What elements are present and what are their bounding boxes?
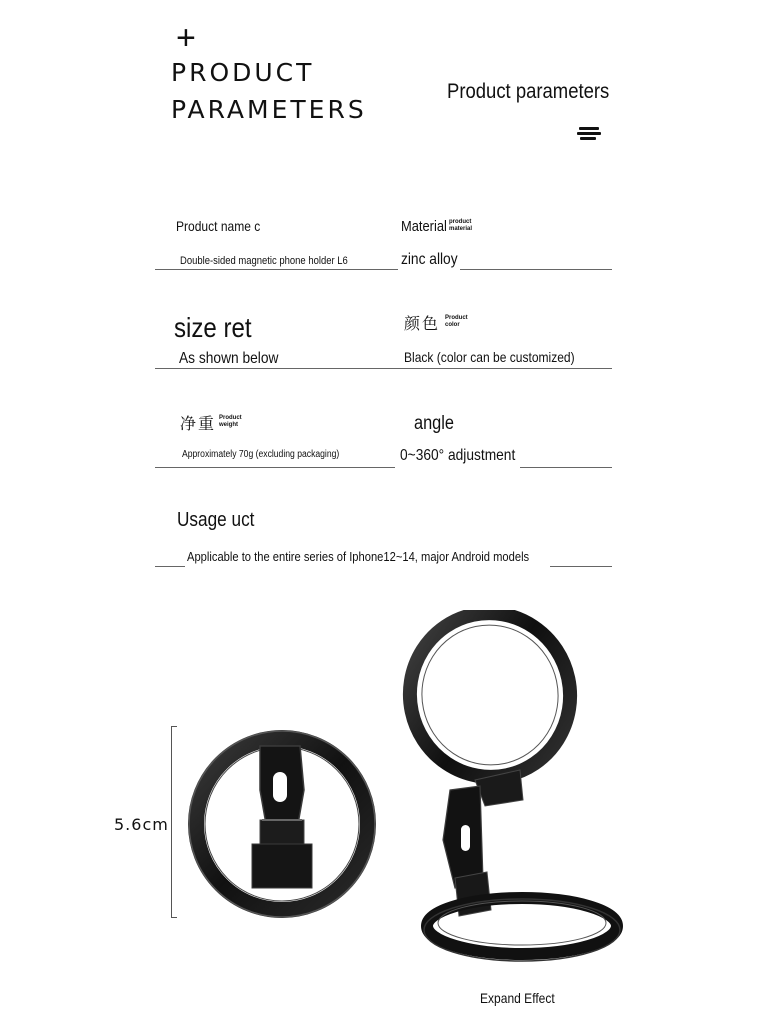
dimension-line <box>171 726 172 918</box>
size-value: As shown below <box>179 350 279 367</box>
angle-value: 0~360° adjustment <box>400 447 516 464</box>
angle-label: angle <box>414 413 454 434</box>
plus-icon: + <box>176 19 196 57</box>
color-tag: Product color <box>445 315 468 328</box>
side-title: Product parameters <box>447 80 610 103</box>
weight-label: 净重 <box>180 414 217 433</box>
expanded-holder-image <box>395 610 630 970</box>
heading-parameters: PARAMETERS <box>171 95 367 124</box>
material-value: zinc alloy <box>401 251 458 268</box>
material-label: Material <box>401 218 447 235</box>
dimension-tick-bottom <box>171 917 177 918</box>
color-value: Black (color can be customized) <box>404 349 575 365</box>
rule-size-color <box>155 368 612 369</box>
material-tag: product material <box>449 219 473 232</box>
weight-tag: Product weight <box>219 415 242 428</box>
expand-effect-caption: Expand Effect <box>480 990 555 1006</box>
weight-value: Approximately 70g (excluding packaging) <box>182 449 340 460</box>
rule-name <box>155 269 398 270</box>
color-label: 颜色 <box>404 314 441 333</box>
usage-label: Usage uct <box>177 509 255 531</box>
folded-holder-image <box>180 720 390 930</box>
rule-weight <box>155 467 395 468</box>
dimension-label: 5.6cm <box>114 815 169 834</box>
usage-value: Applicable to the entire series of Iphone12~14, major Android models <box>187 549 530 564</box>
heading-product: PRODUCT <box>171 58 315 87</box>
rule-angle <box>520 467 612 468</box>
menu-lines-icon <box>577 127 601 141</box>
rule-usage-left <box>155 566 185 567</box>
dimension-tick-top <box>171 726 177 727</box>
product-name-label: Product name c <box>176 218 261 234</box>
rule-material <box>460 269 612 270</box>
size-label: size ret <box>174 312 252 343</box>
rule-usage-right <box>550 566 612 567</box>
product-name-value: Double-sided magnetic phone holder L6 <box>180 255 348 267</box>
